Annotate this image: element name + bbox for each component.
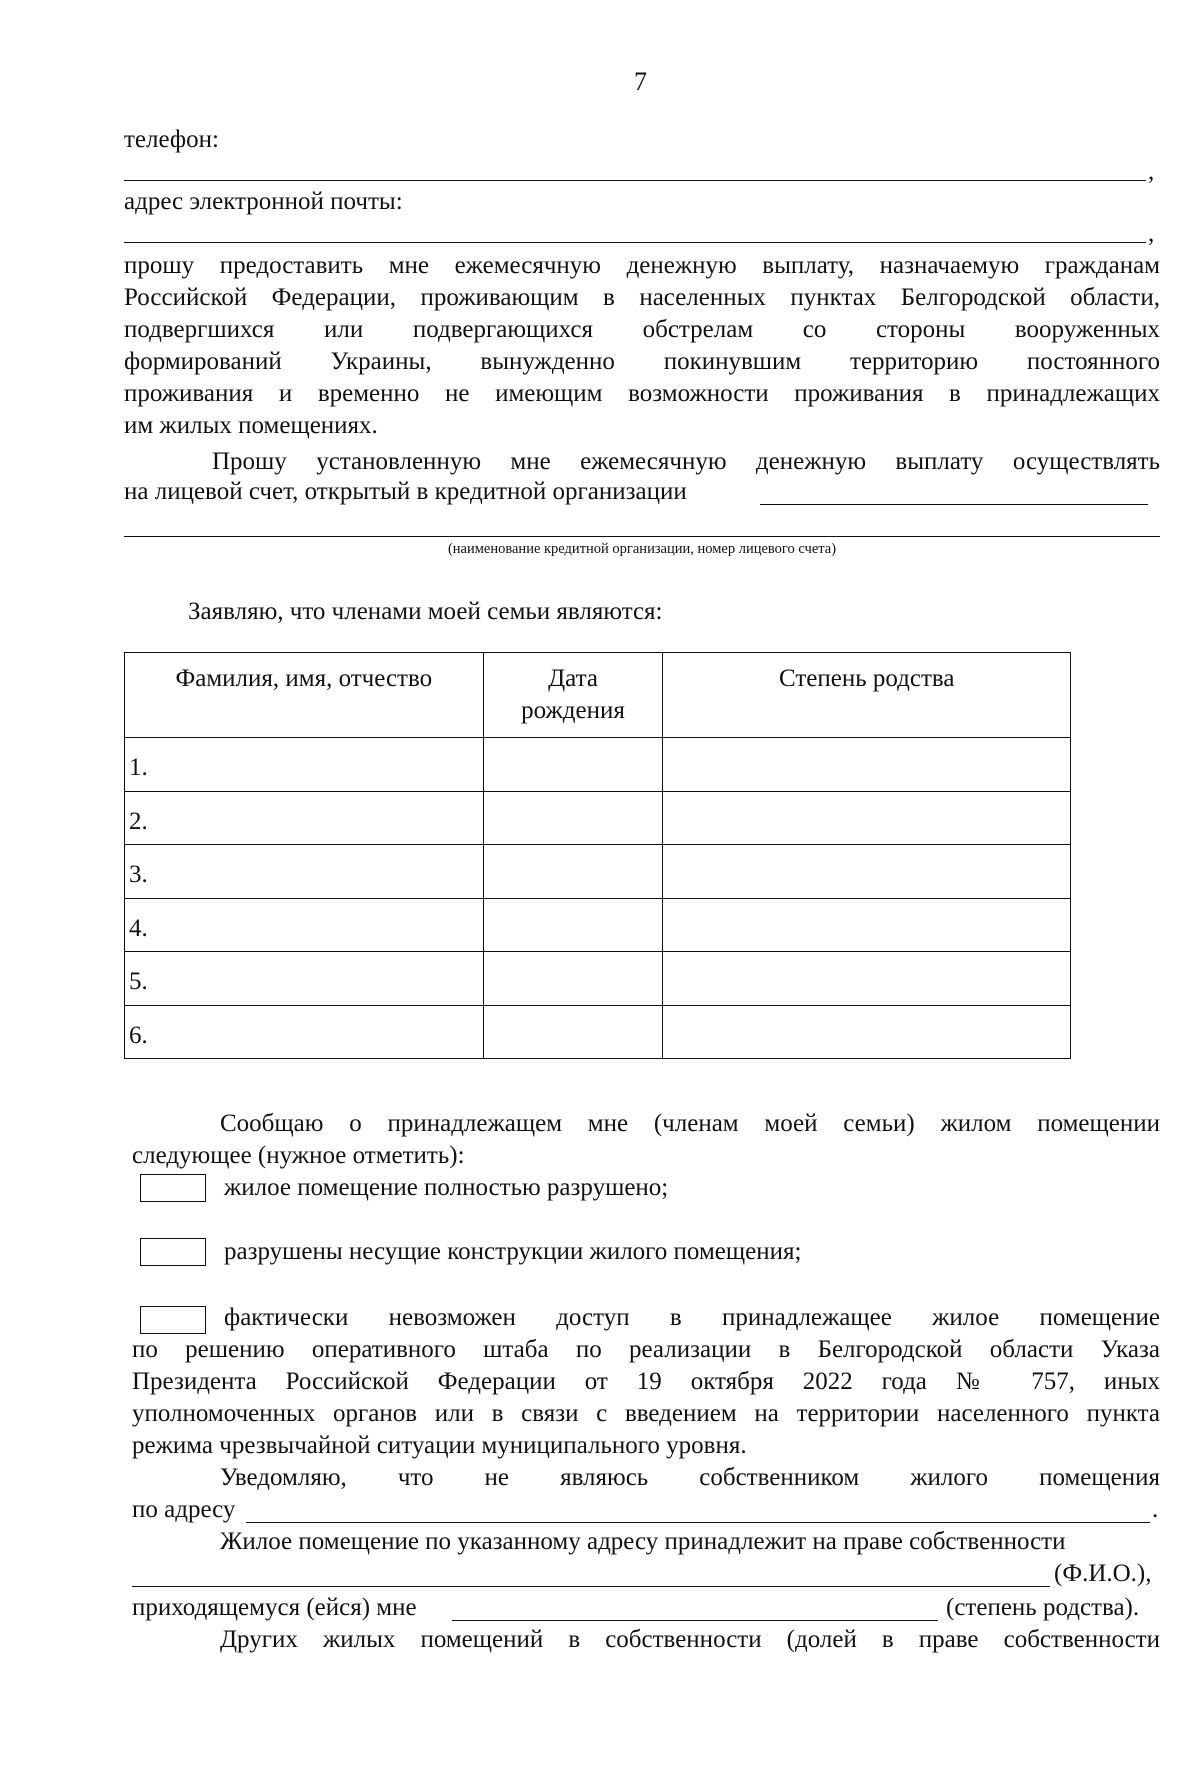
row-number: 3.	[125, 845, 484, 899]
relative-prefix: приходящемуся (ейся) мне	[132, 1594, 417, 1621]
request-line: подвергшихся или подвергающихся обстрелам со стороны вооруженных	[124, 316, 1160, 343]
request-line: формирований Украины, вынужденно покинувшим территорию постоянного	[124, 348, 1160, 375]
birth-date-cell[interactable]	[483, 1005, 663, 1059]
other-property-line: Других жилых помещений в собственности (долей в праве собственности	[220, 1626, 1160, 1653]
option-structures-label: разрушены несущие конструкции жилого помещения;	[224, 1238, 802, 1265]
relation-cell[interactable]	[663, 738, 1071, 792]
table-row	[125, 738, 1071, 792]
birth-date-cell[interactable]	[483, 791, 663, 845]
table-row	[125, 1005, 1071, 1059]
phone-label: телефон:	[124, 126, 219, 153]
relation-cell[interactable]	[663, 952, 1071, 1006]
account-caption: (наименование кредитной организации, номер лицевого счета)	[447, 541, 837, 557]
header-relation: Степень родства	[663, 653, 1071, 738]
relation-cell[interactable]	[663, 845, 1071, 899]
relation-input-line[interactable]	[452, 1620, 938, 1621]
table-row	[125, 791, 1071, 845]
account-line-1: Прошу установленную мне ежемесячную денежную выплату осуществлять	[212, 448, 1160, 475]
relation-cell[interactable]	[663, 791, 1071, 845]
row-number: 6.	[125, 1005, 484, 1059]
option-no-access-line: уполномоченных органов или в связи с введением на территории населенного пункта	[132, 1400, 1160, 1427]
birth-date-cell[interactable]	[483, 898, 663, 952]
phone-input-line[interactable]	[124, 180, 1146, 181]
birth-date-cell[interactable]	[483, 952, 663, 1006]
option-no-access-line: Президента Российской Федерации от 19 октября 2022 года № 757, иных	[132, 1368, 1160, 1395]
family-table	[124, 652, 1071, 1059]
owner-name-input-line[interactable]	[132, 1586, 1050, 1587]
birth-date-cell[interactable]	[483, 845, 663, 899]
row-number: 5.	[125, 952, 484, 1006]
fio-label: (Ф.И.О.),	[1054, 1560, 1152, 1587]
table-row	[125, 952, 1071, 1006]
request-line: им жилых помещениях.	[124, 412, 378, 439]
header-fio: Фамилия, имя, отчество	[125, 653, 484, 738]
checkbox-no-access[interactable]	[140, 1306, 206, 1334]
row-number: 1.	[125, 738, 484, 792]
housing-line-2: следующее (нужное отметить):	[132, 1142, 465, 1169]
bank-input-line-1[interactable]	[760, 504, 1148, 505]
header-birth-date	[483, 653, 663, 738]
phone-comma: ,	[1148, 158, 1155, 185]
relation-cell[interactable]	[663, 898, 1071, 952]
relation-label: (степень родства).	[946, 1594, 1140, 1621]
request-paragraph	[124, 250, 1160, 442]
notice-line-1: Уведомляю, что не являюсь собственником жилого помещения	[220, 1464, 1160, 1491]
table-row	[125, 898, 1071, 952]
relation-cell[interactable]	[663, 1005, 1071, 1059]
bank-input-line-2[interactable]	[124, 536, 1160, 537]
header-birth-date-line1: Дата	[548, 665, 598, 692]
request-line: Российской Федерации, проживающим в населенных пунктах Белгородской области,	[124, 284, 1160, 311]
email-input-line[interactable]	[124, 242, 1146, 243]
account-line-2: на лицевой счет, открытый в кредитной организации	[124, 478, 687, 505]
option-no-access-line: по решению оперативного штаба по реализации в Белгородской области Указа	[132, 1336, 1160, 1363]
email-comma: ,	[1148, 220, 1155, 247]
checkbox-structures-destroyed[interactable]	[140, 1238, 206, 1266]
page-number: 7	[634, 67, 647, 96]
row-number: 2.	[125, 791, 484, 845]
option-destroyed-label: жилое помещение полностью разрушено;	[224, 1174, 669, 1201]
header-birth-date-line2: рождения	[521, 697, 625, 724]
notice-line-2: по адресу	[132, 1496, 236, 1523]
address-period: .	[1152, 1496, 1159, 1523]
checkbox-destroyed[interactable]	[140, 1174, 206, 1202]
birth-date-cell[interactable]	[483, 738, 663, 792]
table-header-row	[125, 653, 1071, 738]
email-label: адрес электронной почты:	[124, 188, 403, 215]
option-no-access-line: фактически невозможен доступ в принадлежащее жилое помещение	[224, 1304, 1160, 1331]
request-line: проживания и временно не имеющим возможности проживания в принадлежащих	[124, 380, 1160, 407]
request-line: прошу предоставить мне ежемесячную денежную выплату, назначаемую гражданам	[124, 252, 1160, 279]
family-intro: Заявляю, что членами моей семьи являются:	[188, 598, 663, 625]
owned-line: Жилое помещение по указанному адресу принадлежит на праве собственности	[220, 1528, 1066, 1555]
address-input-line[interactable]	[246, 1522, 1150, 1523]
option-no-access-line: режима чрезвычайной ситуации муниципального уровня.	[132, 1432, 747, 1459]
housing-line-1: Сообщаю о принадлежащем мне (членам моей семьи) жилом помещении	[220, 1110, 1160, 1137]
option-no-access-continuation	[132, 1334, 1160, 1462]
row-number: 4.	[125, 898, 484, 952]
table-row	[125, 845, 1071, 899]
